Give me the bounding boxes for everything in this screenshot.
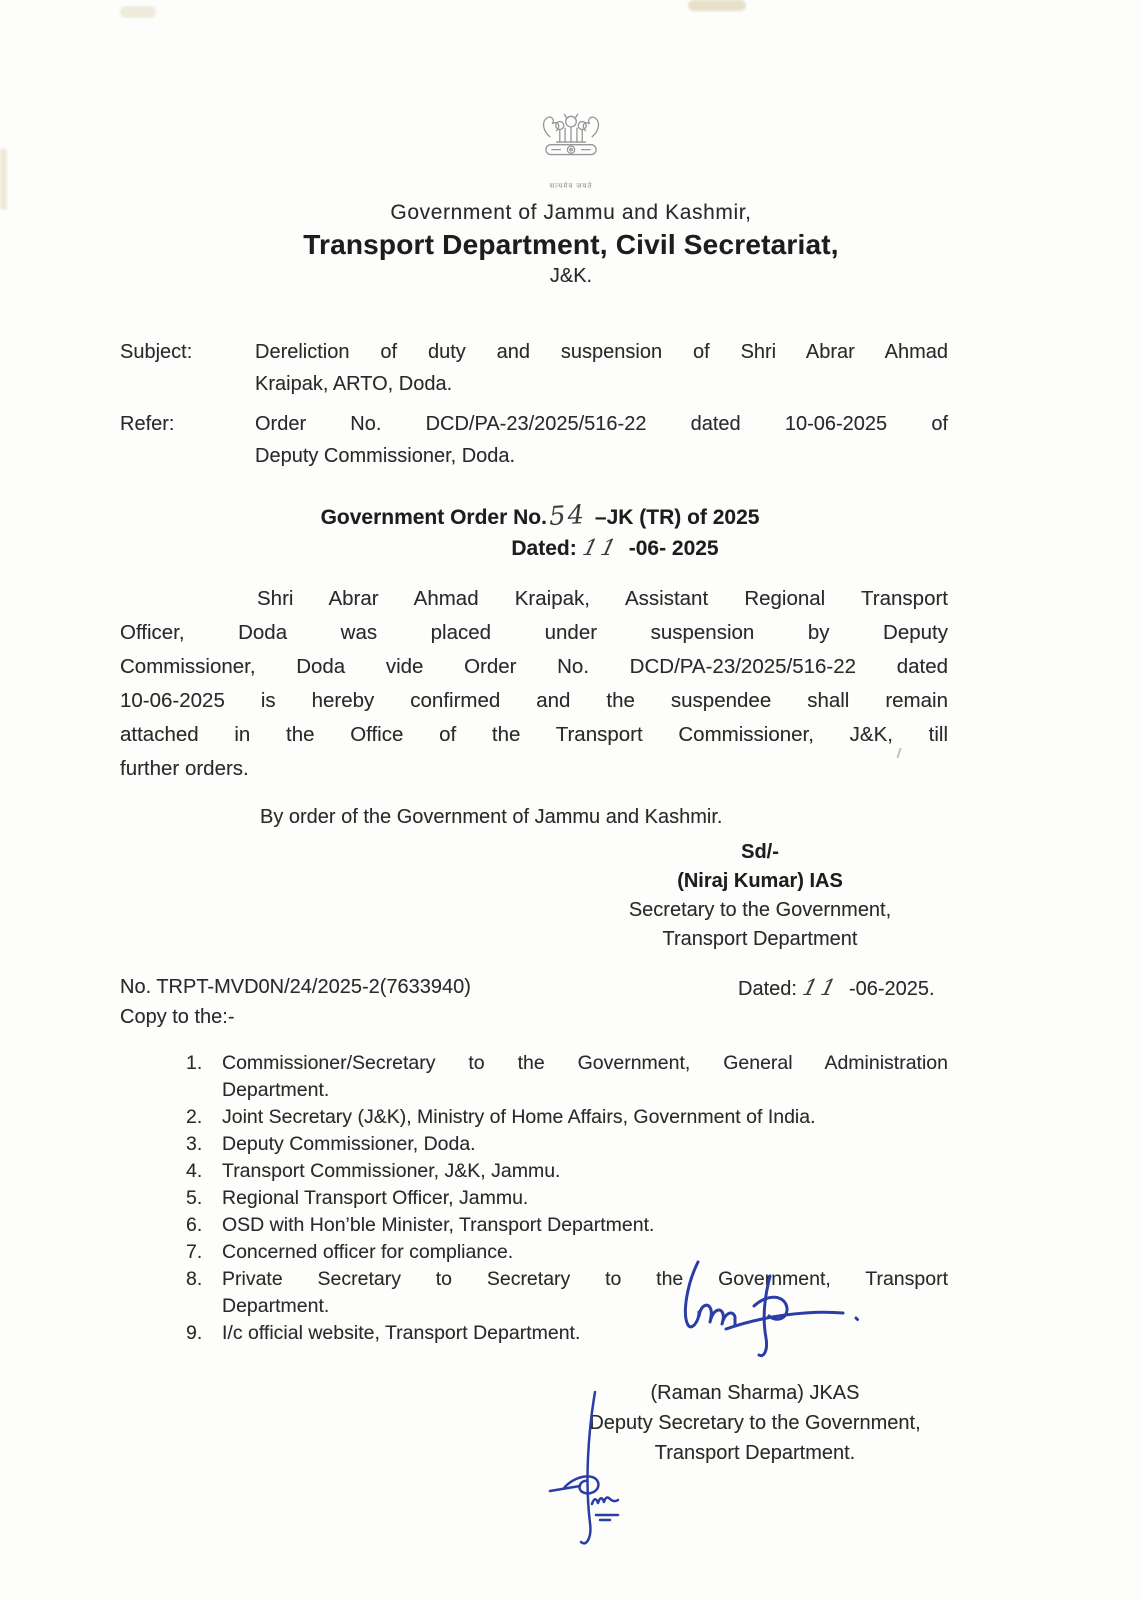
letterhead xyxy=(0,110,1142,288)
item-number: 1. xyxy=(186,1052,203,1074)
item-number: 3. xyxy=(186,1133,203,1155)
order-number-line xyxy=(160,502,920,532)
scan-smudge xyxy=(120,6,156,18)
by-order-line: By order of the Government of Jammu and Kashmir. xyxy=(260,806,723,828)
order-date-day-handwritten: 11 xyxy=(579,536,622,561)
item-number: 5. xyxy=(186,1187,203,1209)
item-text: Regional Transport Officer, Jammu. xyxy=(222,1187,529,1209)
reference-date xyxy=(738,976,935,1001)
order-number-suffix: –JK (TR) of 2025 xyxy=(594,506,760,529)
item-number: 8. xyxy=(186,1268,203,1290)
primary-signatory-name: (Niraj Kumar) IAS xyxy=(677,870,843,892)
subject-text: Dereliction of duty and suspension of Shri Abrar Ahmad Kraipak, ARTO, Doda. xyxy=(255,341,948,395)
secondary-signatory-title-2: Transport Department. xyxy=(654,1442,856,1464)
secondary-signatory-name: (Raman Sharma) JKAS xyxy=(650,1382,860,1404)
reference-number: No. TRPT-MVD0N/24/2025-2(7633940) xyxy=(120,976,471,998)
primary-signatory-block xyxy=(555,838,965,954)
handwritten-signature-icon xyxy=(668,1256,893,1368)
reference-date-day-handwritten: 11 xyxy=(799,976,843,1001)
item-text: I/c official website, Transport Department. xyxy=(222,1322,581,1344)
handwritten-initials-icon xyxy=(545,1388,650,1556)
refer-row xyxy=(120,408,948,472)
order-date-label: Dated: xyxy=(511,537,577,560)
refer-text: Order No. DCD/PA-23/2025/516-22 dated 10-06-2025 of Deputy Commissioner, Doda. xyxy=(255,413,948,467)
subject-row xyxy=(120,336,948,400)
refer-label: Refer: xyxy=(120,413,175,435)
item-text: Deputy Commissioner, Doda. xyxy=(222,1133,476,1155)
item-number: 7. xyxy=(186,1241,203,1263)
item-number: 9. xyxy=(186,1322,203,1344)
government-order-heading xyxy=(160,502,920,563)
item-number: 4. xyxy=(186,1160,203,1182)
list-item xyxy=(186,1185,948,1212)
reference-row xyxy=(120,976,948,1004)
item-text: Joint Secretary (J&K), Ministry of Home Affairs, Government of India. xyxy=(222,1106,816,1128)
primary-signatory-title-1: Secretary to the Government, xyxy=(628,899,892,921)
item-text: Transport Commissioner, J&K, Jammu. xyxy=(222,1160,561,1182)
header-department-line: Transport Department, Civil Secretariat, xyxy=(303,229,839,260)
item-number: 2. xyxy=(186,1106,203,1128)
order-number-prefix: Government Order No. xyxy=(320,506,547,529)
order-body-paragraph: Shri Abrar Ahmad Kraipak, Assistant Regional Transport Officer, Doda was placed under suspension by Deputy Commissioner, Doda vide Order No. DCD/PA-23/2025/516-22 dated 10-06-2025 is hereby confirmed and the suspendee shall remain attached in the Office of the Transport Commissioner, J&K, till further orders. xyxy=(120,587,948,780)
secondary-signatory-title-1: Deputy Secretary to the Government, xyxy=(589,1412,921,1434)
copy-to-heading: Copy to the:- xyxy=(120,1006,235,1028)
india-state-emblem-icon xyxy=(538,110,604,192)
item-text: Commissioner/Secretary to the Government, General Administration Department. xyxy=(222,1052,948,1101)
order-number-handwritten: 54 xyxy=(548,500,587,532)
list-item xyxy=(186,1104,948,1131)
order-date-line xyxy=(160,535,920,563)
item-number: 6. xyxy=(186,1214,203,1236)
item-text: Concerned officer for compliance. xyxy=(222,1241,514,1263)
list-item xyxy=(186,1050,948,1104)
scan-smudge xyxy=(688,0,746,11)
list-item xyxy=(186,1131,948,1158)
header-government-line: Government of Jammu and Kashmir, xyxy=(390,201,752,224)
header-jk-line: J&K. xyxy=(549,265,593,287)
item-text: Private Secretary to Secretary to the Government, Transport Department. xyxy=(222,1268,948,1317)
item-text: OSD with Hon’ble Minister, Transport Department. xyxy=(222,1214,655,1236)
list-item xyxy=(186,1158,948,1185)
list-item xyxy=(186,1212,948,1239)
primary-signatory-title-2: Transport Department xyxy=(662,928,858,950)
reference-date-label: Dated: xyxy=(738,978,797,1000)
subject-label: Subject: xyxy=(120,341,193,363)
reference-date-rest: -06-2025. xyxy=(848,978,935,1000)
sd-line: Sd/- xyxy=(741,841,779,863)
order-date-rest: -06- 2025 xyxy=(628,537,719,560)
emblem-motto-text: सत्यमेव जयते xyxy=(549,183,593,190)
